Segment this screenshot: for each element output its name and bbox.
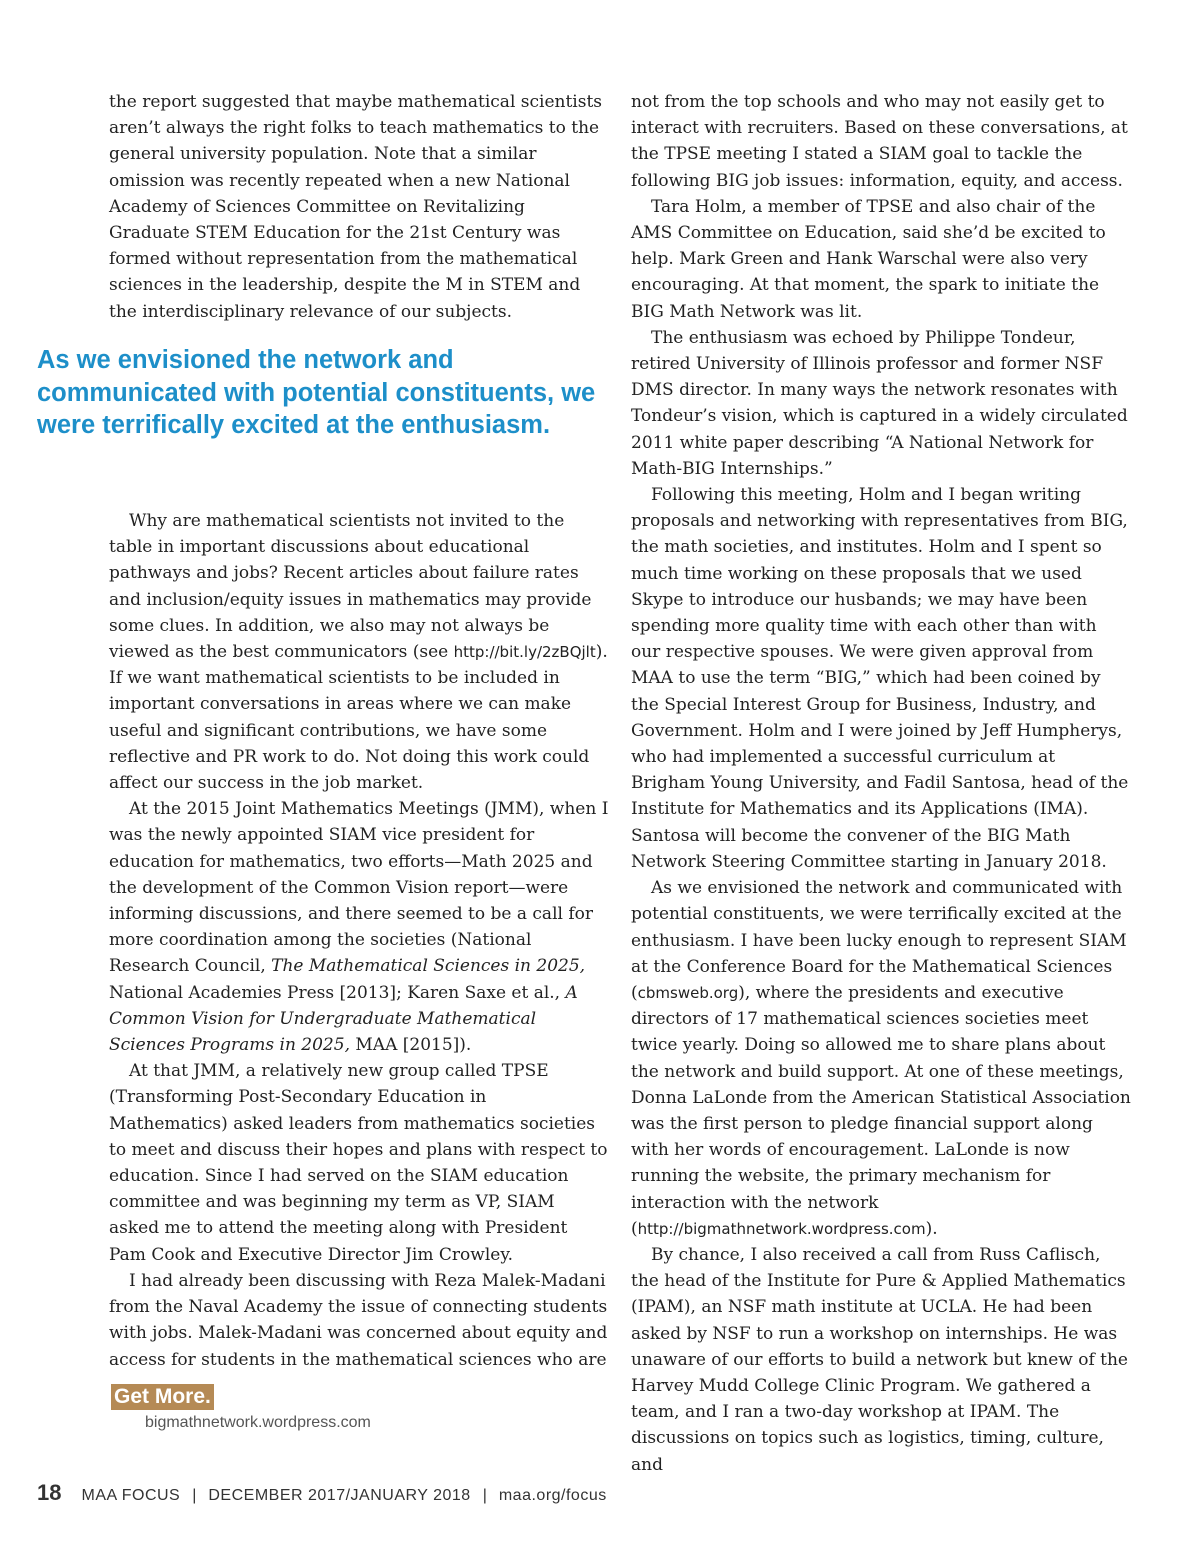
inline-link[interactable]: cbmsweb.org — [637, 983, 739, 1002]
paragraph: not from the top schools and who may not easily get to interact with recruiters. Based on these conversations, at the TPSE meeting I stated a SIAM goal to tackle the following BIG job issues: information, equity, and access. — [631, 92, 1128, 191]
paragraph: The enthusiasm was echoed by Philippe Tondeur, retired University of Illinois professor and former NSF DMS director. In many ways the network resonates with Tondeur’s vision, which is captured in a widely circulated 2011 white paper describing “A National Network for Math-BIG Internships.” — [631, 327, 1128, 479]
footer-separator: | — [482, 1487, 487, 1504]
paragraph: Tara Holm, a member of TPSE and also chair of the AMS Committee on Education, said she’d be excited to help. Mark Green and Hank Warschal were also very encouraging. At that moment, the spark to initiate the BIG Math Network was lit. — [631, 196, 1106, 322]
issue-date: DECEMBER 2017/JANUARY 2018 — [208, 1487, 471, 1504]
paragraph: At that JMM, a relatively new group called TPSE (Transforming Post-Secondary Education in Mathematics) asked leaders from mathematics societies to meet and discuss their hopes and plans with respect to education. Since I had served on the SIAM education committee and was beginning my term as VP, SIAM asked me to attend the meeting along with President Pam Cook and Executive Director Jim Crowley. — [109, 1061, 608, 1265]
paragraph: By chance, I also received a call from Russ Caflisch, the head of the Institute for Pure & Applied Mathematics (IPAM), an NSF math institute at UCLA. He had been asked by NSF to run a workshop on internships. He was unaware of our efforts to build a network but knew of the Harvey Mudd College Clinic Program. We gathered a team, and I ran a two-day workshop at IPAM. The discussions on topics such as logistics, timing, culture, and — [631, 1244, 1128, 1475]
footer-separator: | — [192, 1487, 197, 1504]
right-column — [631, 89, 1131, 1478]
paragraph: Why are mathematical scientists not invited to the table in important discussions about educational pathways and jobs? Recent articles about failure rates and inclusion/equity issues in mathematics may provide some clues. In addition, we also may not always be viewed as the best communicators (see http://bit.ly/2zBQjlt). If we want mathematical scientists to be included in important conversations in areas where we can make useful and significant contributions, we have some reflective and PR work to do. Not doing this work could affect our success in the job market. — [109, 511, 608, 794]
pull-quote: As we envisioned the network and communicated with potential constituents, we were terrifically excited at the enthusiasm. — [37, 346, 596, 439]
paragraph: As we envisioned the network and communicated with potential constituents, we were terrifically excited at the enthusiasm. I have been lucky enough to represent SIAM at the Conference Board for the Mathematical Sciences (cbmsweb.org), where the presidents and executive directors of 17 mathematical sciences societies meet twice yearly. Doing so allowed me to share plans about the network and build support. At one of these meetings, Donna LaLonde from the American Statistical Association was the first person to pledge financial support along with her words of encouragement. LaLonde is now running the website, the primary mechanism for interaction with the network (http://bigmathnetwork.wordpress.com). — [631, 878, 1131, 1239]
site-link[interactable]: maa.org/focus — [498, 1487, 607, 1504]
page-footer — [37, 1480, 607, 1506]
paragraph: At the 2015 Joint Mathematics Meetings (JMM), when I was the newly appointed SIAM vice president for education for mathematics, two efforts—Math 2025 and the development of the Common Vision report—were informing discussions, and there seemed to be a call for more coordination among the societies (National Research Council, The Mathematical Sciences in 2025, National Academies Press [2013]; Karen Saxe et al., A Common Vision for Undergraduate Mathematical Sciences Programs in 2025, MAA [2015]). — [109, 799, 609, 1056]
get-more-label: Get More. — [111, 1384, 214, 1410]
get-more-link[interactable]: bigmathnetwork.wordpress.com — [145, 1414, 371, 1431]
publication-name: MAA FOCUS — [81, 1487, 181, 1504]
inline-link[interactable]: http://bigmathnetwork.wordpress.com — [637, 1219, 926, 1238]
paragraph: Following this meeting, Holm and I began writing proposals and networking with representatives from BIG, the math societies, and institutes. Holm and I spent so much time working on these proposals that we used Skype to introduce our husbands; we may have been spending more quality time with each other than with our respective spouses. We were given approval from MAA to use the term “BIG,” which had been coined by the Special Interest Group for Business, Industry, and Government. Holm and I were joined by Jeff Humpherys, who had implemented a successful curriculum at Brigham Young University, and Fadil Santosa, head of the Institute for Mathematics and its Applications (IMA). Santosa will become the convener of the BIG Math Network Steering Committee starting in January 2018. — [631, 485, 1129, 872]
paragraph: the report suggested that maybe mathematical scientists aren’t always the right folks to teach mathematics to the general university population. Note that a similar omission was recently repeated when a new National Academy of Sciences Committee on Revitalizing Graduate STEM Education for the 21st Century was formed without representation from the mathematical sciences in the leadership, despite the M in STEM and the interdisciplinary relevance of our subjects. — [109, 92, 603, 322]
page-number: 18 — [37, 1480, 62, 1505]
left-column-top — [109, 89, 609, 325]
left-column-bottom — [109, 508, 609, 1373]
inline-link[interactable]: http://bit.ly/2zBQjlt — [453, 643, 596, 662]
paragraph: I had already been discussing with Reza Malek-Madani from the Naval Academy the issue of connecting students with jobs. Malek-Madani was concerned about equity and access for students in the mathematical sciences who are — [109, 1270, 608, 1370]
